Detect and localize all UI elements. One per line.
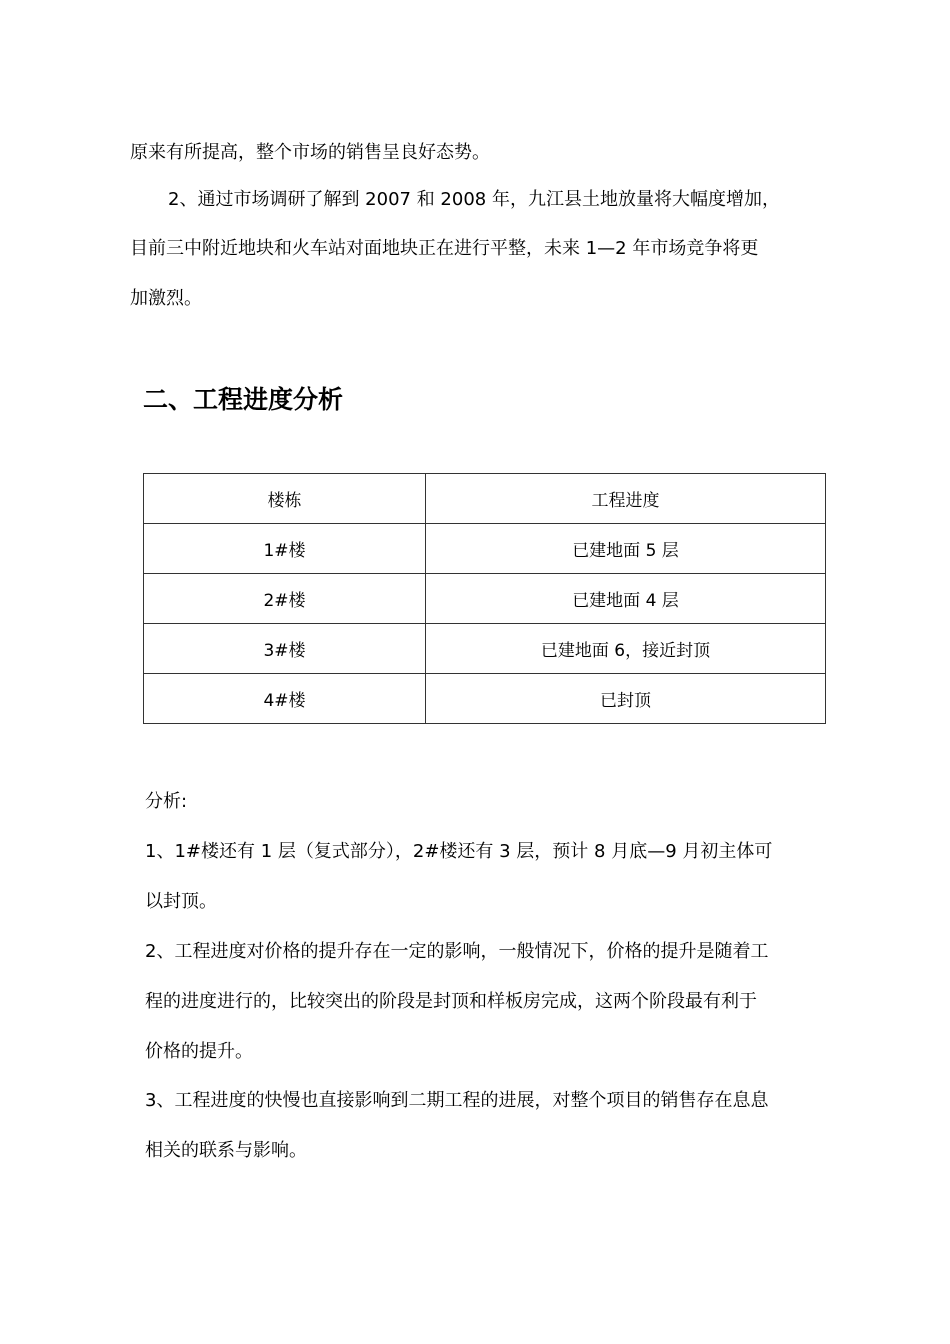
section-heading: 二、工程进度分析 bbox=[143, 385, 344, 414]
intro-line-4: 加激烈。 bbox=[130, 288, 202, 309]
table-row bbox=[144, 574, 826, 624]
table-row bbox=[144, 524, 826, 574]
intro-line-2: 2、通过市场调研了解到 2007 和 2008 年，九江县土地放量将大幅度增加， bbox=[168, 189, 780, 210]
progress-cell: 已建地面 4 层 bbox=[426, 574, 826, 624]
analysis-label: 分析: bbox=[145, 791, 188, 812]
header-progress: 工程进度 bbox=[426, 474, 826, 524]
building-cell: 3#楼 bbox=[144, 624, 426, 674]
analysis-line-2: 以封顶。 bbox=[145, 891, 217, 912]
table-row bbox=[144, 674, 826, 724]
building-cell: 1#楼 bbox=[144, 524, 426, 574]
progress-cell: 已封顶 bbox=[426, 674, 826, 724]
table-header-row bbox=[144, 474, 826, 524]
building-cell: 2#楼 bbox=[144, 574, 426, 624]
analysis-line-5: 价格的提升。 bbox=[145, 1041, 253, 1062]
progress-cell: 已建地面 5 层 bbox=[426, 524, 826, 574]
progress-table bbox=[143, 473, 826, 724]
progress-cell: 已建地面 6，接近封顶 bbox=[426, 624, 826, 674]
analysis-line-3: 2、工程进度对价格的提升存在一定的影响，一般情况下，价格的提升是随着工 bbox=[145, 941, 769, 962]
analysis-line-4: 程的进度进行的，比较突出的阶段是封顶和样板房完成，这两个阶段最有利于 bbox=[145, 991, 757, 1012]
analysis-line-7: 相关的联系与影响。 bbox=[145, 1140, 307, 1161]
building-cell: 4#楼 bbox=[144, 674, 426, 724]
header-building: 楼栋 bbox=[144, 474, 426, 524]
analysis-line-1: 1、1#楼还有 1 层（复式部分），2#楼还有 3 层，预计 8 月底—9 月初主体可 bbox=[145, 841, 773, 862]
analysis-line-6: 3、工程进度的快慢也直接影响到二期工程的进展，对整个项目的销售存在息息 bbox=[145, 1090, 769, 1111]
intro-line-3: 目前三中附近地块和火车站对面地块正在进行平整，未来 1—2 年市场竞争将更 bbox=[130, 238, 759, 259]
table-row bbox=[144, 624, 826, 674]
intro-line-1: 原来有所提高，整个市场的销售呈良好态势。 bbox=[130, 142, 490, 163]
